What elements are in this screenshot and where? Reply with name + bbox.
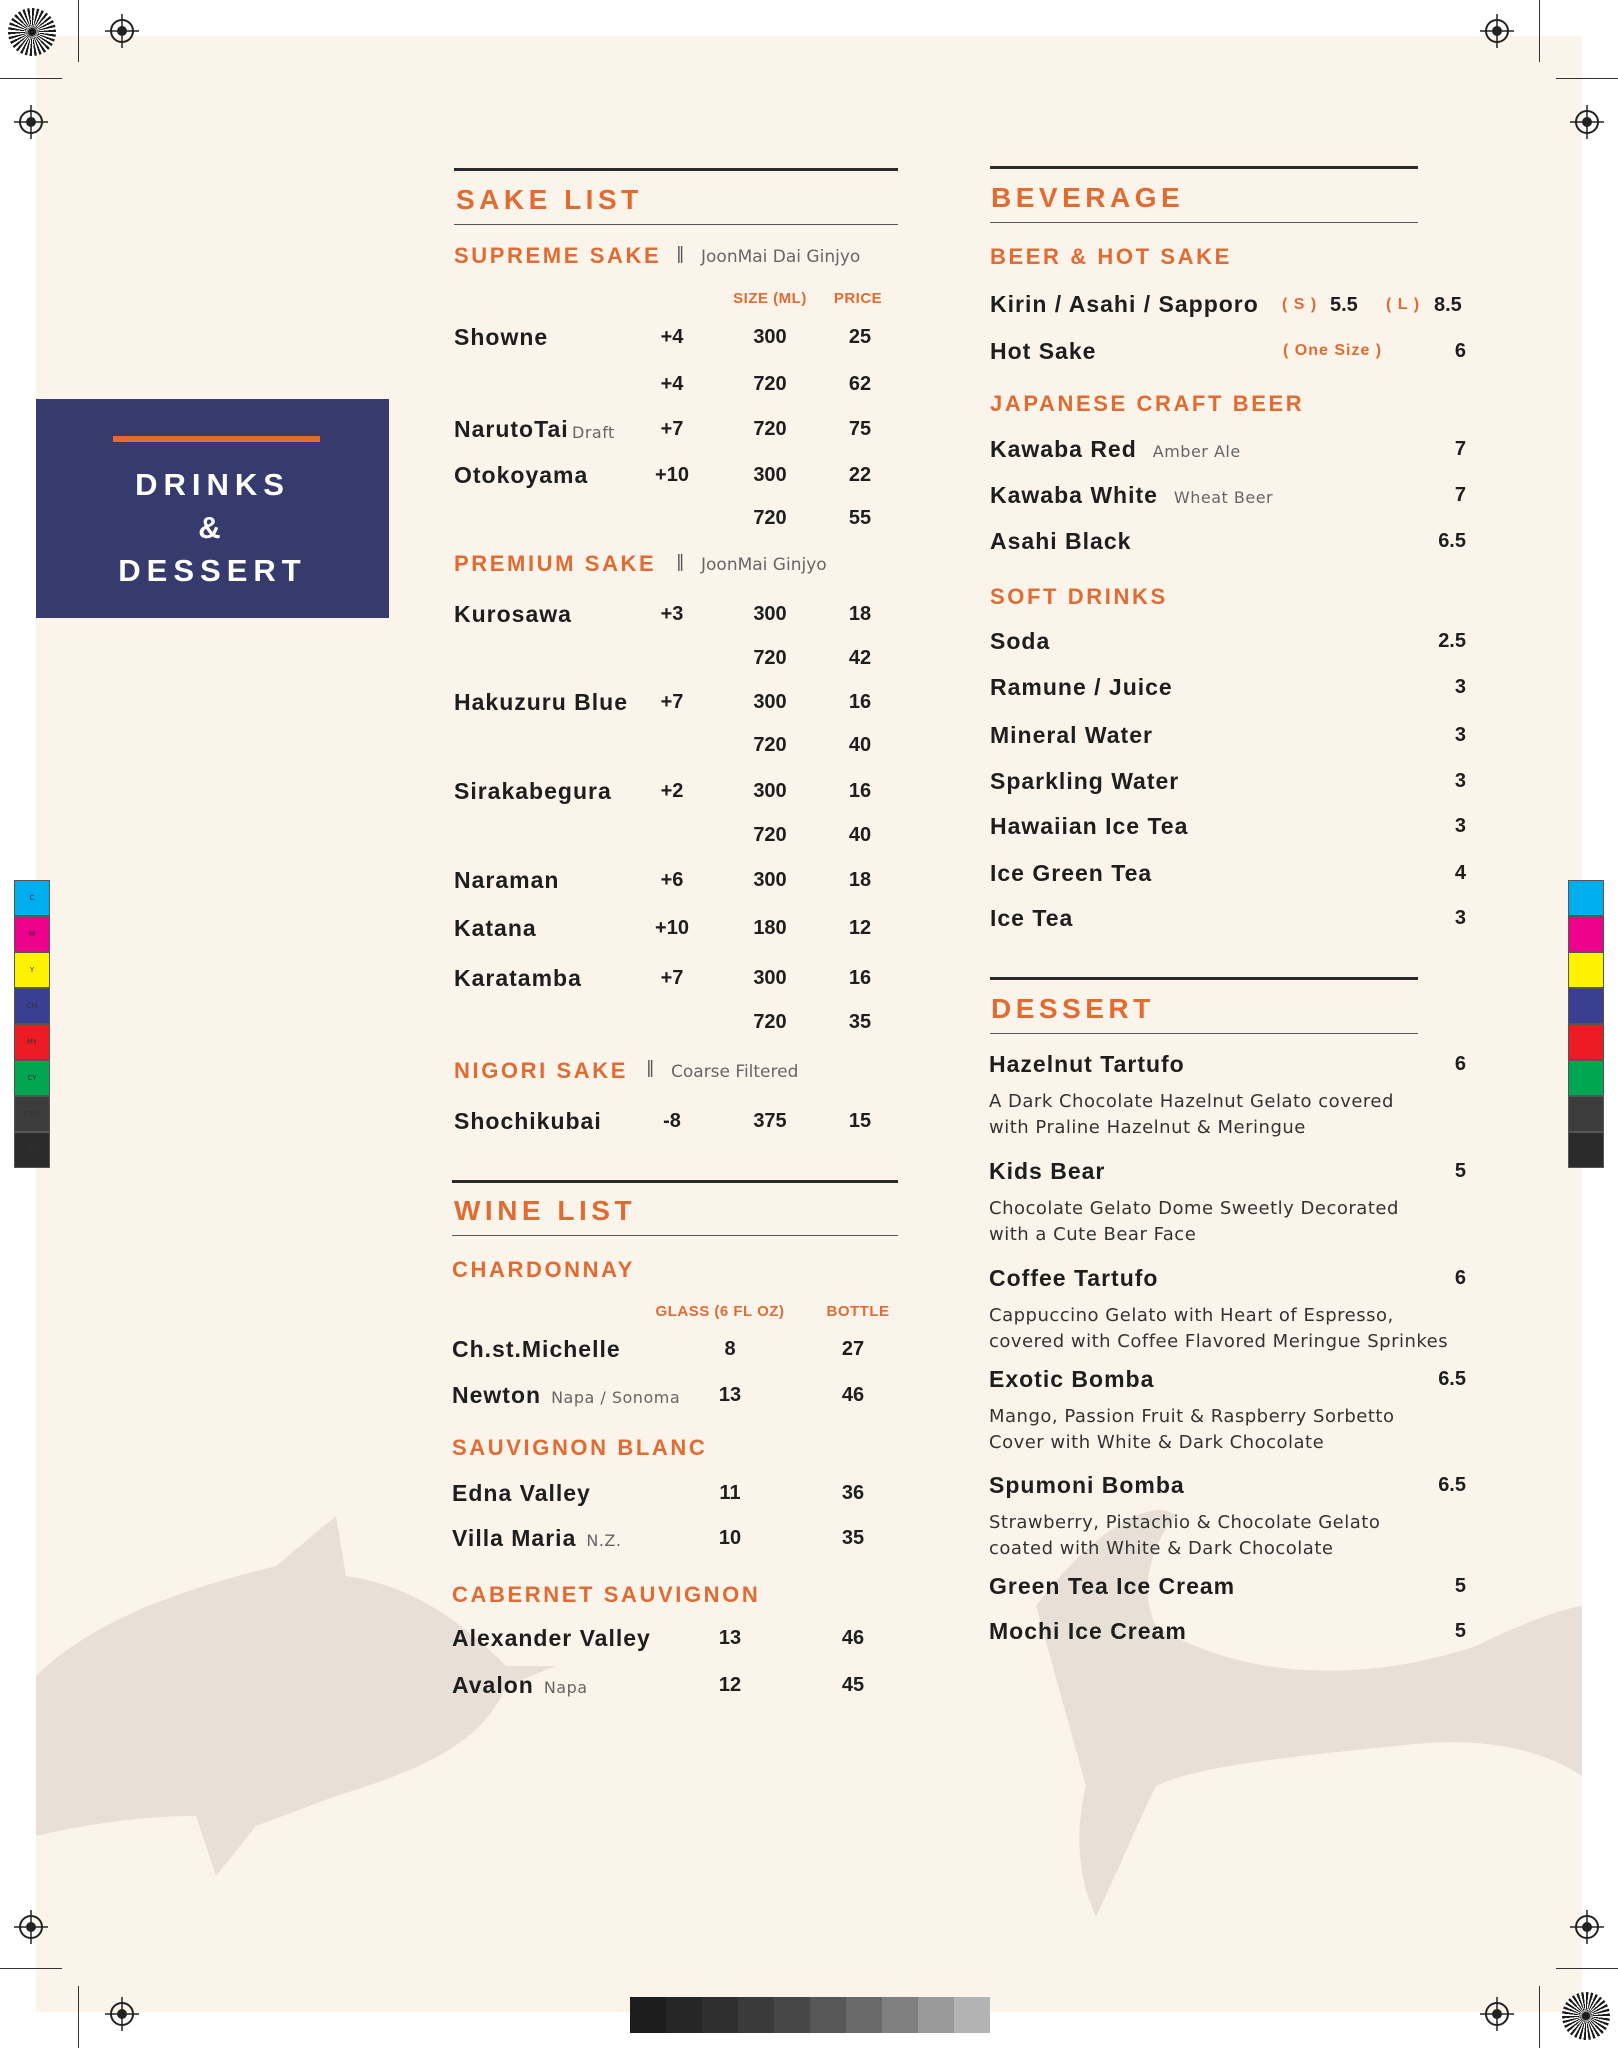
wine-glass-price: 8 xyxy=(724,1338,736,1360)
sake-list-title: SAKE LIST xyxy=(456,184,643,215)
wine-bottle-price: 46 xyxy=(841,1384,865,1406)
beverage-name-text: Ice Green Tea xyxy=(990,860,1153,886)
menu-page xyxy=(36,36,1582,2012)
sake-name: Shochikubai xyxy=(454,1108,602,1134)
wine-bottle-price: 36 xyxy=(841,1482,865,1504)
beverage-name-text: Hawaiian Ice Tea xyxy=(990,813,1189,839)
beverage-name-text: Ramune / Juice xyxy=(990,674,1173,700)
color-bar-right xyxy=(1568,880,1604,1168)
dessert-title: DESSERT xyxy=(991,993,1155,1024)
wine-name-text: Avalon xyxy=(452,1672,534,1698)
swatch-red: MY xyxy=(14,1024,50,1060)
sake-size: 720 xyxy=(753,647,787,669)
sake-smv: +2 xyxy=(660,780,684,802)
wine-list-title: WINE LIST xyxy=(454,1195,637,1226)
sake-smv: +4 xyxy=(660,326,684,348)
sake-price: 18 xyxy=(848,603,872,625)
wine-name-text: Villa Maria xyxy=(452,1525,577,1551)
swatch-yellow: Y xyxy=(14,952,50,988)
wine-rule-top xyxy=(452,1180,898,1183)
wine-rule-bottom xyxy=(452,1235,898,1236)
beverage-rule-top xyxy=(990,166,1418,169)
sake-smv: +7 xyxy=(660,967,684,989)
wine-name xyxy=(452,1525,621,1552)
sake-size: 375 xyxy=(753,1110,787,1132)
sake-smv: +7 xyxy=(660,691,684,713)
sake-rule-bottom xyxy=(454,224,898,225)
sake-size: 300 xyxy=(753,326,787,348)
dessert-name: Hazelnut Tartufo xyxy=(989,1051,1185,1077)
dessert-price: 5 xyxy=(1454,1620,1466,1642)
crop-mark xyxy=(1539,1986,1540,2048)
beverage-name-text: Mineral Water xyxy=(990,722,1153,748)
dessert-desc-line-2: coated with White & Dark Chocolate xyxy=(989,1538,1334,1559)
supreme-sake-subtitle: JoonMai Dai Ginjyo xyxy=(701,247,861,267)
beverage-price: 3 xyxy=(1454,676,1466,698)
wine-name xyxy=(452,1480,591,1507)
beverage-name xyxy=(990,905,1073,932)
sake-name: Sirakabegura xyxy=(454,778,612,804)
dessert-price: 6 xyxy=(1454,1053,1466,1075)
sake-smv: +10 xyxy=(655,917,689,939)
beverage-name-text: Asahi Black xyxy=(990,528,1132,554)
crop-mark xyxy=(78,1986,79,2048)
swatch-green: CY xyxy=(14,1060,50,1096)
dessert-desc-line-2: with Praline Hazelnut & Meringue xyxy=(989,1117,1306,1138)
beverage-name xyxy=(990,528,1131,555)
sake-price: 16 xyxy=(848,691,872,713)
sake-price: 62 xyxy=(848,373,872,395)
wine-note: N.Z. xyxy=(586,1531,622,1550)
fish-illustration xyxy=(36,1496,1582,1976)
soft-drinks-heading: SOFT DRINKS xyxy=(990,584,1168,609)
sunburst-mark-icon xyxy=(1562,1992,1610,2040)
nigori-sake-heading: NIGORI SAKE xyxy=(454,1058,629,1083)
dessert-desc-line-1: Mango, Passion Fruit & Raspberry Sorbetto xyxy=(989,1406,1395,1427)
beverage-name xyxy=(990,860,1152,887)
small-price: 5.5 xyxy=(1330,294,1358,316)
sake-price: 75 xyxy=(848,418,872,440)
sake-size: 180 xyxy=(753,917,787,939)
beverage-name xyxy=(990,813,1188,840)
beverage-name-text: Kawaba White xyxy=(990,482,1158,508)
swatch-gray: CMY xyxy=(14,1096,50,1132)
beverage-name xyxy=(990,722,1153,749)
beverage-name-text: Ice Tea xyxy=(990,905,1074,931)
size-column-header: SIZE (ML) xyxy=(733,290,807,307)
registration-mark-icon xyxy=(105,1997,139,2031)
dessert-price: 6.5 xyxy=(1438,1474,1466,1496)
sake-price: 42 xyxy=(848,647,872,669)
sake-name: Otokoyama xyxy=(454,462,589,488)
beverage-title: BEVERAGE xyxy=(991,182,1185,213)
large-size-label: ( L ) xyxy=(1386,296,1421,313)
registration-mark-icon xyxy=(1570,1910,1604,1944)
bottle-column-header: BOTTLE xyxy=(826,1303,890,1320)
dessert-price: 5 xyxy=(1454,1160,1466,1182)
beverage-name-text: Kawaba Red xyxy=(990,436,1137,462)
dessert-name: Exotic Bomba xyxy=(989,1366,1155,1392)
crop-mark xyxy=(78,0,79,62)
badge-line-3: DESSERT xyxy=(118,553,307,588)
dessert-rule-top xyxy=(990,977,1418,980)
beverage-note: Amber Ale xyxy=(1152,442,1241,461)
dessert-rule-bottom xyxy=(990,1033,1418,1034)
sake-size: 720 xyxy=(753,1011,787,1033)
wine-name xyxy=(452,1382,680,1409)
sake-smv: +7 xyxy=(660,418,684,440)
sake-price: 25 xyxy=(848,326,872,348)
beverage-price: 3 xyxy=(1454,815,1466,837)
drinks-dessert-badge xyxy=(36,399,389,618)
sake-smv: -8 xyxy=(663,1110,681,1132)
dessert-name: Kids Bear xyxy=(989,1158,1106,1184)
registration-mark-icon xyxy=(1480,1997,1514,2031)
beverage-name xyxy=(990,436,1241,463)
wine-glass-price: 10 xyxy=(718,1527,742,1549)
crop-mark xyxy=(1539,0,1540,62)
wine-name xyxy=(452,1625,651,1652)
premium-sake-subtitle: JoonMai Ginjyo xyxy=(701,555,827,575)
sake-name: Katana xyxy=(454,915,537,941)
sake-price: 40 xyxy=(848,734,872,756)
wine-glass-price: 13 xyxy=(718,1384,742,1406)
kirin-asahi-sapporo: Kirin / Asahi / Sapporo xyxy=(990,291,1259,317)
wine-name xyxy=(452,1336,621,1363)
beverage-name xyxy=(990,628,1050,655)
small-size-label: ( S ) xyxy=(1282,296,1318,313)
badge-line-1: DRINKS xyxy=(135,467,290,502)
sake-size: 720 xyxy=(753,418,787,440)
large-price: 8.5 xyxy=(1434,294,1462,316)
wine-note: Napa xyxy=(543,1678,588,1697)
sake-name: Kurosawa xyxy=(454,601,572,627)
sake-price: 40 xyxy=(848,824,872,846)
wine-glass-price: 12 xyxy=(718,1674,742,1696)
dessert-price: 6.5 xyxy=(1438,1368,1466,1390)
sake-price: 22 xyxy=(848,464,872,486)
crop-mark xyxy=(0,1968,62,1969)
beverage-price: 4 xyxy=(1454,862,1466,884)
badge-line-2: & xyxy=(198,510,227,545)
wine-glass-price: 13 xyxy=(718,1627,742,1649)
beverage-name-text: Soda xyxy=(990,628,1051,654)
dessert-name: Mochi Ice Cream xyxy=(989,1618,1187,1644)
wine-glass-price: 11 xyxy=(719,1482,741,1504)
registration-mark-icon xyxy=(14,1910,48,1944)
sake-smv: +10 xyxy=(655,464,689,486)
one-size-note: ( One Size ) xyxy=(1283,342,1383,359)
glass-column-header: GLASS (6 FL OZ) xyxy=(655,1303,785,1320)
swatch-blue: CM xyxy=(14,988,50,1024)
sake-name: NarutoTai xyxy=(454,416,569,442)
beverage-price: 3 xyxy=(1454,907,1466,929)
sake-name: Karatamba xyxy=(454,965,582,991)
hot-sake: Hot Sake xyxy=(990,338,1097,364)
sake-size: 300 xyxy=(753,780,787,802)
sake-size: 720 xyxy=(753,734,787,756)
sake-price: 35 xyxy=(848,1011,872,1033)
sake-price: 16 xyxy=(848,780,872,802)
dessert-desc-line-1: Cappuccino Gelato with Heart of Espresso, xyxy=(989,1305,1394,1326)
wine-bottle-price: 35 xyxy=(841,1527,865,1549)
sake-size: 300 xyxy=(753,603,787,625)
chardonnay-heading: CHARDONNAY xyxy=(452,1257,635,1282)
swatch-black: K xyxy=(14,1132,50,1168)
dessert-name: Green Tea Ice Cream xyxy=(989,1573,1236,1599)
sake-size: 300 xyxy=(753,691,787,713)
beverage-price: 7 xyxy=(1454,484,1466,506)
dessert-desc-line-1: A Dark Chocolate Hazelnut Gelato covered xyxy=(989,1091,1394,1112)
sunburst-mark-icon xyxy=(8,8,56,56)
beverage-name-text: Sparkling Water xyxy=(990,768,1180,794)
beverage-price: 7 xyxy=(1454,438,1466,460)
sake-rule-top xyxy=(454,168,898,171)
sake-name: Hakuzuru Blue xyxy=(454,689,629,715)
crop-mark xyxy=(0,78,62,79)
wine-name xyxy=(452,1672,588,1699)
sake-price: 15 xyxy=(848,1110,872,1132)
dessert-price: 5 xyxy=(1454,1575,1466,1597)
price-column-header: PRICE xyxy=(833,290,883,307)
sake-name: Showne xyxy=(454,324,549,350)
wine-note: Napa / Sonoma xyxy=(551,1388,681,1407)
crop-mark xyxy=(1556,1968,1618,1969)
beverage-name xyxy=(990,674,1173,701)
wine-name-text: Newton xyxy=(452,1382,542,1408)
sake-size: 720 xyxy=(753,373,787,395)
registration-mark-icon xyxy=(14,105,48,139)
dessert-desc-line-2: covered with Coffee Flavored Meringue Sprinkes xyxy=(989,1331,1449,1352)
nigori-sake-subtitle: Coarse Filtered xyxy=(671,1062,799,1082)
separator: ‖ xyxy=(676,552,685,572)
beverage-price: 2.5 xyxy=(1438,630,1466,652)
sake-note: Draft xyxy=(572,423,615,442)
beverage-price: 3 xyxy=(1454,724,1466,746)
wine-name-text: Edna Valley xyxy=(452,1480,591,1506)
grayscale-bar xyxy=(630,1997,990,2033)
separator: ‖ xyxy=(676,244,685,264)
dessert-desc-line-1: Strawberry, Pistachio & Chocolate Gelato xyxy=(989,1512,1381,1533)
sake-smv: +6 xyxy=(660,869,684,891)
sake-price: 16 xyxy=(848,967,872,989)
wine-name-text: Alexander Valley xyxy=(452,1625,651,1651)
wine-bottle-price: 27 xyxy=(841,1338,865,1360)
sake-size: 720 xyxy=(753,507,787,529)
craft-beer-heading: JAPANESE CRAFT BEER xyxy=(990,391,1305,416)
registration-mark-icon xyxy=(105,14,139,48)
beverage-name xyxy=(990,768,1179,795)
wine-bottle-price: 45 xyxy=(841,1674,865,1696)
dessert-desc-line-2: Cover with White & Dark Chocolate xyxy=(989,1432,1325,1453)
sake-name: Naraman xyxy=(454,867,560,893)
hot-sake-price: 6 xyxy=(1454,340,1466,362)
dessert-name: Spumoni Bomba xyxy=(989,1472,1185,1498)
color-bar-left xyxy=(14,880,50,1168)
beverage-note: Wheat Beer xyxy=(1173,488,1274,507)
registration-mark-icon xyxy=(1570,105,1604,139)
beverage-name xyxy=(990,482,1273,509)
sake-size: 300 xyxy=(753,464,787,486)
wine-bottle-price: 46 xyxy=(841,1627,865,1649)
swatch-magenta: M xyxy=(14,916,50,952)
swatch-cyan: C xyxy=(14,880,50,916)
sake-size: 300 xyxy=(753,869,787,891)
sake-price: 12 xyxy=(848,917,872,939)
crop-mark xyxy=(1556,78,1618,79)
cabernet-sauvignon-heading: CABERNET SAUVIGNON xyxy=(452,1582,761,1607)
dessert-desc-line-1: Chocolate Gelato Dome Sweetly Decorated xyxy=(989,1198,1399,1219)
dessert-price: 6 xyxy=(1454,1267,1466,1289)
beverage-rule-bottom xyxy=(990,222,1418,223)
sauvignon-blanc-heading: SAUVIGNON BLANC xyxy=(452,1435,708,1460)
sake-price: 55 xyxy=(848,507,872,529)
separator: ‖ xyxy=(646,1058,655,1078)
registration-mark-icon xyxy=(1480,14,1514,48)
dessert-desc-line-2: with a Cute Bear Face xyxy=(989,1224,1197,1245)
wine-name-text: Ch.st.Michelle xyxy=(452,1336,621,1362)
supreme-sake-heading: SUPREME SAKE xyxy=(454,243,662,268)
premium-sake-heading: PREMIUM SAKE xyxy=(454,551,657,576)
dessert-name: Coffee Tartufo xyxy=(989,1265,1159,1291)
sake-size: 720 xyxy=(753,824,787,846)
sake-smv: +4 xyxy=(660,373,684,395)
beverage-price: 3 xyxy=(1454,770,1466,792)
beverage-price: 6.5 xyxy=(1438,530,1466,552)
beer-hot-sake-heading: BEER & HOT SAKE xyxy=(990,244,1232,269)
sake-size: 300 xyxy=(753,967,787,989)
sake-price: 18 xyxy=(848,869,872,891)
sake-smv: +3 xyxy=(660,603,684,625)
